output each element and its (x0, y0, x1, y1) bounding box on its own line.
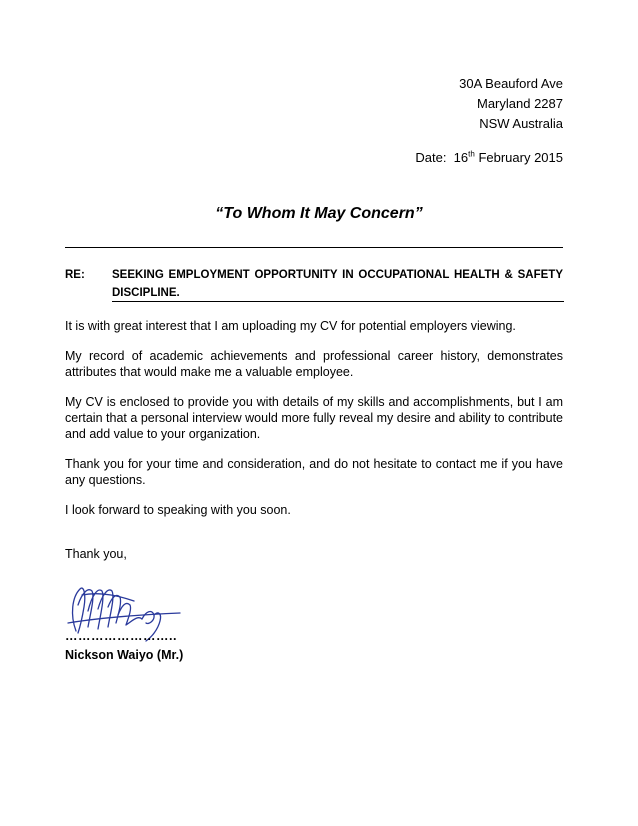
date-day: 16 (453, 150, 469, 165)
body-paragraph-3: My CV is enclosed to provide you with details of my skills and accomplishments, but I am certain that a personal interview would more fully reveal my desire and ability to contribute and add value to your organization. (65, 395, 563, 441)
subject-underline (112, 301, 564, 302)
letter-date (415, 150, 563, 165)
date-day-suffix: th (468, 149, 475, 159)
body-paragraph-5: I look forward to speaking with you soon. (65, 503, 291, 517)
sender-address (459, 74, 563, 134)
subject-text-line2: DISCIPLINE. (112, 287, 180, 299)
date-label: Date: (415, 150, 447, 165)
body-paragraph-1: It is with great interest that I am uploading my CV for potential employers viewing. (65, 319, 516, 333)
top-divider (65, 247, 563, 248)
address-line-1: 30A Beauford Ave (459, 76, 563, 91)
letter-body (65, 318, 563, 532)
subject-text-line1: SEEKING EMPLOYMENT OPPORTUNITY IN OCCUPATIONAL HEALTH & SAFETY (112, 269, 563, 281)
address-line-3: NSW Australia (479, 116, 563, 131)
signature-dotted-line: …………………….. (65, 629, 177, 643)
body-paragraph-4: Thank you for your time and consideration, and do not hesitate to contact me if you have any questions. (65, 457, 563, 487)
subject-label: RE: (65, 269, 85, 281)
date-month-year: February 2015 (478, 150, 563, 165)
signatory-name: Nickson Waiyo (Mr.) (65, 648, 184, 662)
salutation: “To Whom It May Concern” (215, 205, 423, 222)
body-paragraph-2: My record of academic achievements and professional career history, demonstrates attributes that would make me a valuable employee. (65, 349, 563, 379)
closing-phrase: Thank you, (65, 547, 127, 561)
address-line-2: Maryland 2287 (477, 96, 563, 111)
